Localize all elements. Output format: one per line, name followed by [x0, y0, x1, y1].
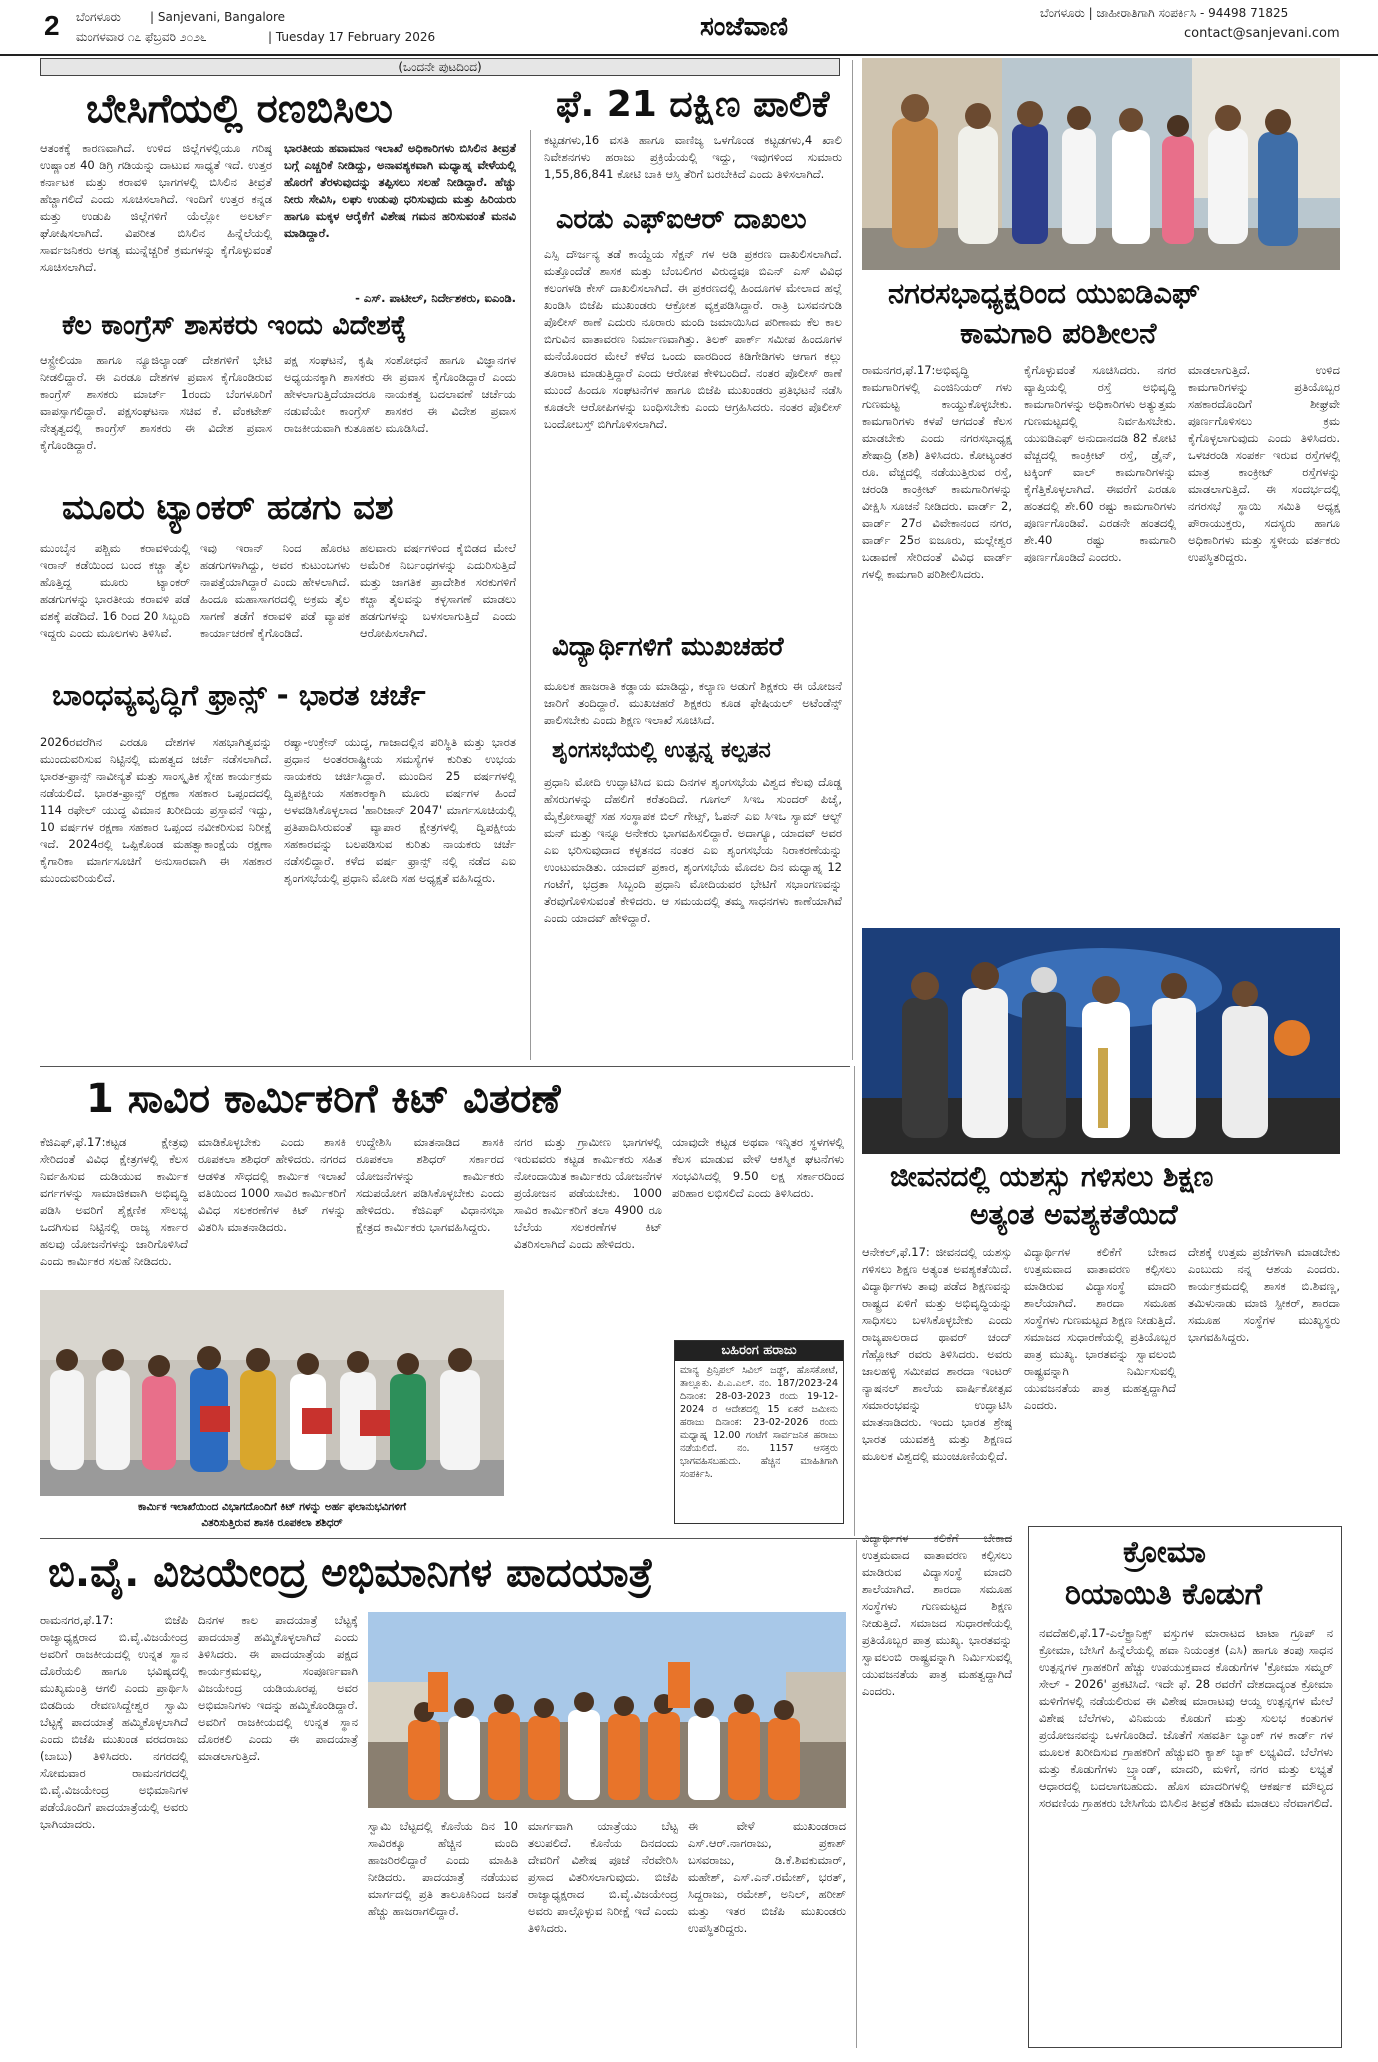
headline-kroma-line2: ರಿಯಾಯಿತಿ ಕೊಡುಗೆ: [1065, 1577, 1263, 1612]
headline-kits: 1 ಸಾವಿರ ಕಾರ್ಮಿಕರಿಗೆ ಕಿಟ್ ವಿತರಣೆ: [86, 1076, 561, 1122]
heat-quote-byline: - ಎಸ್. ಪಾಟೀಲ್, ನಿರ್ದೇಶಕರು, ಐಎಂಡಿ.: [355, 291, 516, 305]
education-col1: ಆನೇಕಲ್,ಫೆ.17: ಜೀವನದಲ್ಲಿ ಯಶಸ್ಸು ಗಳಿಸಲು ಶಿಕ್ಷಣ ಅತ್ಯಂತ ಅವಶ್ಯಕತೆಯಿದೆ. ವಿದ್ಯಾರ್ಥಿಗಳು ತಾವು ಪಡೆದ ಶಿಕ್ಷಣವನ್ನು ರಾಷ್ಟ್ರದ ಏಳಿಗೆ ಮತ್ತು ಅಭಿವೃದ್ಧಿಯನ್ನು ಸಾಧಿಸಲು ಬಳಸಿಕೊಳ್ಳಬೇಕು ಎಂದು ರಾಜ್ಯಪಾಲರಾದ ಥಾವರ್ ಚಂದ್ ಗೆಹ್ಲೋಟ್ ರವರು ತಿಳಿಸಿದರು. ಅವರು ಜಾಲಹಳ್ಳಿ ಸಮೀಪದ ಶಾರದಾ ಇಂಟರ್ ನ್ಯಾಷನಲ್ ಶಾಲೆಯ ವಾರ್ಷಿಕೋತ್ಸವ ಸಮಾರಂಭವನ್ನು ಉದ್ಘಾಟಿಸಿ ಮಾತನಾಡಿದರು. ಇಂದು ಭಾರತ ಶ್ರೇಷ್ಠ ಭಾರತ ಯುವಶಕ್ತಿ ಮತ್ತು ಶಿಕ್ಷಣದ ಮೂಲಕ ವಿಶ್ವದಲ್ಲಿ ಮುಂಚೂಣಿಯಲ್ಲಿದೆ.: [862, 1245, 1012, 1463]
masthead: [0, 0, 1378, 56]
headline-tanker: ಮೂರು ಟ್ಯಾಂಕರ್ ಹಡಗು ವಶ: [62, 488, 394, 528]
padayatre-col3: ಸ್ವಾಮಿ ಬೆಟ್ಟದಲ್ಲಿ ಕೊನೆಯ ದಿನ 10 ಸಾವಿರಕ್ಕೂ ಹೆಚ್ಚಿನ ಮಂದಿ ಹಾಜರಿರಲಿದ್ದಾರೆ ಎಂದು ಮಾಹಿತಿ ನೀಡಿದರು. ಪಾದಯಾತ್ರೆ ನಡೆಯುವ ಮಾರ್ಗದಲ್ಲಿ ಪ್ರತಿ ತಾಲೂಕಿನಿಂದ ಜನತೆ ಹೆಚ್ಚು ಹಾಜರಾಗಲಿದ್ದಾರೆ.: [368, 1819, 518, 1918]
nagarasabha-col2: ಕೈಗೊಳ್ಳುವಂತೆ ಸೂಚಿಸಿದರು. ನಗರ ವ್ಯಾಪ್ತಿಯಲ್ಲಿ ರಸ್ತೆ ಅಭಿವೃದ್ಧಿ ಕಾಮಗಾರಿಗಳನ್ನು ಅಧಿಕಾರಿಗಳು ಅತ್ಯುತ್ತಮ ಗುಣಮಟ್ಟದಲ್ಲಿ ನಿರ್ವಹಿಸಬೇಕು. ಯುಐಡಿಎಫ್ ಅನುದಾನದಡಿ 82 ಕೋಟಿ ವೆಚ್ಚದಲ್ಲಿ ಕಾಂಕ್ರೀಟ್ ರಸ್ತೆ, ಡ್ರೈನ್, ಟಕ್ಕಿಂಗ್ ವಾಲ್ ಕಾಮಗಾರಿಗಳನ್ನು ಕೈಗೆತ್ತಿಕೊಳ್ಳಲಾಗಿದೆ. ಈವರೆಗೆ ಎರಡೂ ಹಂತದಲ್ಲಿ ಶೇ.60 ರಷ್ಟು ಕಾಮಗಾರಿಗಳು ಪೂರ್ಣಗೊಂಡಿವೆ. ಎರಡನೇ ಹಂತದಲ್ಲಿ ಶೇ.40 ರಷ್ಟು ಕಾಮಗಾರಿ ಪೂರ್ಣಗೊಂಡಿದೆ ಎಂದರು.: [1024, 363, 1176, 564]
photo-education-illustration: [862, 928, 1340, 1154]
students-body: ಮೂಲಕ ಹಾಜರಾತಿ ಕಡ್ಡಾಯ ಮಾಡಿದ್ದು, ಕಲ್ಯಾಣ ಅಡುಗೆ ಶಿಕ್ಷಕರು ಈ ಯೋಜನೆ ಜಾರಿಗೆ ತಂದಿದ್ದಾರೆ. ಮುಖಚಹರೆ ಶಿಕ್ಷಕರು ಕೂಡ ಫೇಷಿಯಲ್ ಅಟೆಂಡೆನ್ಸ್ ಪಾಲಿಸಬೇಕು ಎಂದು ಶಿಕ್ಷಣ ಇಲಾಖೆ ಸೂಚಿಸಿದೆ.: [544, 679, 842, 727]
kits-col3: ಉದ್ದೇಶಿಸಿ ಮಾತನಾಡಿದ ಶಾಸಕಿ ರೂಪಕಲಾ ಶಶಿಧರ್ ಸರ್ಕಾರದ ಯೋಜನೆಗಳನ್ನು ಕಾರ್ಮಿಕರು ಸದುಪಯೋಗ ಪಡಿಸಿಕೊಳ್ಳಬೇಕು ಎಂದು ಹೇಳಿದರು. ಕೆಜಿಎಫ್ ವಿಧಾನಸಭಾ ಕ್ಷೇತ್ರದ ಕಾರ್ಮಿಕರು ಭಾಗವಹಿಸಿದ್ದರು.: [356, 1135, 504, 1234]
education-col3: ದೇಶಕ್ಕೆ ಉತ್ತಮ ಪ್ರಜೆಗಳಾಗಿ ಮಾಡಬೇಕು ಎಂಬುದು ನನ್ನ ಆಶಯ ಎಂದರು. ಕಾರ್ಯಕ್ರಮದಲ್ಲಿ ಶಾಸಕ ಬಿ.ಶಿವಣ್ಣ, ತಮಿಳುನಾಡು ಮಾಜಿ ಸ್ಪೀಕರ್, ಶಾರದಾ ಸಮೂಹ ಸಂಸ್ಥೆಗಳ ಮುಖ್ಯಸ್ಥರು ಭಾಗವಹಿಸಿದ್ದರು.: [1188, 1245, 1340, 1344]
kits-col5: ಯಾವುದೇ ಕಟ್ಟಡ ಅಥವಾ ಇನ್ನಿತರ ಸ್ಥಳಗಳಲ್ಲಿ ಕೆಲಸ ಮಾಡುವ ವೇಳೆ ಆಕಸ್ಮಿಕ ಘಟನೆಗಳು ಸಂಭವಿಸಿದಲ್ಲಿ 9.50 ಲಕ್ಷ ಸರ್ಕಾರದಿಂದ ಪರಿಹಾರ ಲಭಿಸಲಿದೆ ಎಂದು ತಿಳಿಸಿದರು.: [672, 1135, 844, 1200]
france-col2: ರಷ್ಯಾ-ಉಕ್ರೇನ್ ಯುದ್ಧ, ಗಾಜಾದಲ್ಲಿನ ಪರಿಸ್ಥಿತಿ ಮತ್ತು ಭಾರತ ಪ್ರಧಾನ ಅಂತರರಾಷ್ಟ್ರೀಯ ಸಮಸ್ಯೆಗಳ ಕುರಿತು ಉಭಯ ನಾಯಕರು ಚರ್ಚಿಸಿದ್ದಾರೆ. ಮುಂದಿನ 25 ವರ್ಷಗಳಲ್ಲಿ ದ್ವಿಪಕ್ಷೀಯ ಸಹಕಾರಕ್ಕಾಗಿ ಮೂರು ವರ್ಷಗಳ ಹಿಂದೆ ಅಳವಡಿಸಿಕೊಳ್ಳಲಾದ 'ಹಾರಿಜಾನ್ 2047' ಮಾರ್ಗಸೂಚಿಯಲ್ಲಿ ಪ್ರತಿಪಾದಿಸಿರುವಂತೆ ವ್ಯಾಪಾರ ಕ್ಷೇತ್ರಗಳಲ್ಲಿ ದ್ವಿಪಕ್ಷೀಯ ಸಹಕಾರವನ್ನು ಬಲಪಡಿಸುವ ಕುರಿತು ನಾಯಕರು ಚರ್ಚೆ ನಡೆಸಲಿದ್ದಾರೆ. ಕಳೆದ ವರ್ಷ ಫ್ರಾನ್ಸ್ ನಲ್ಲಿ ನಡೆದ ಎಐ ಶೃಂಗಸಭೆಯಲ್ಲಿ ಪ್ರಧಾನಿ ಮೋದಿ ಸಹ ಅಧ್ಯಕ್ಷತೆ ವಹಿಸಿದ್ದರು.: [284, 735, 516, 885]
padayatre-col5: ಈ ವೇಳೆ ಮುಖಂಡರಾದ ಎಸ್.ಆರ್.ನಾಗರಾಜು, ಪ್ರಕಾಶ್ ಬಸವರಾಜು, ಡಿ.ಕೆ.ಶಿವಕುಮಾರ್, ಮಹೇಶ್, ಎಸ್.ಎನ್.ರಮೇಶ್, ಭರತ್, ಸಿದ್ದರಾಜು, ರಮೇಶ್, ಅನಿಲ್, ಹರೀಶ್ ಮತ್ತು ಇತರ ಬಿಜೆಪಿ ಮುಖಂಡರು ಉಪಸ್ಥಿತರಿದ್ದರು.: [688, 1819, 846, 1935]
photo-kits-illustration: [40, 1290, 504, 1496]
kits-caption-line1: ಕಾರ್ಮಿಕ ಇಲಾಖೆಯಿಂದ ವಿಭಾಗದೊಂದಿಗೆ ಕಿಟ್ ಗಳನ್ನು ಅರ್ಹ ಫಲಾನುಭವಿಗಳಿಗೆ: [137, 1501, 407, 1513]
header-edition: | Sanjevani, Bangalore: [150, 10, 286, 24]
kroma-body: ನವದೆಹಲಿ,ಫೆ.17-ಎಲೆಕ್ಟ್ರಾನಿಕ್ಸ್ ವಸ್ತುಗಳ ಮಾರಾಟದ ಟಾಟಾ ಗ್ರೂಪ್ ನ ಕ್ರೋಮಾ, ಬೇಸಿಗೆ ಹಿನ್ನೆಲೆಯಲ್ಲಿ ಹವಾ ನಿಯಂತ್ರಕ (ಎಸಿ) ಹಾಗೂ ತಂಪು ಸಾಧನ ಉತ್ಪನ್ನಗಳ ಗ್ರಾಹಕರಿಗೆ ಹೆಚ್ಚು ಉಪಯುಕ್ತವಾದ ಕೊಡುಗೆಗಳ 'ಕ್ರೋಮಾ ಸಮ್ಮರ್ ಸೇಲ್ - 2026' ಪ್ರಕಟಿಸಿದೆ. ಇದೇ ಫೆ. 28 ರವರೆಗೆ ದೇಶದಾದ್ಯಂತ ಕ್ರೋಮಾ ಮಳಿಗೆಗಳಲ್ಲಿ ನಡೆಯಲಿರುವ ಈ ವಿಶೇಷ ಮಾರಾಟವು ಆಯ್ದ ಉತ್ಪನ್ನಗಳ ಮೇಲೆ ವಿಶೇಷ ಬೆಲೆಗಳು, ವಿನಿಮಯ ಕೊಡುಗೆ ಮತ್ತು ಸುಲಭ ಕಂತುಗಳ ಪ್ರಯೋಜನವನ್ನು ಒಳಗೊಂಡಿದೆ. ಜೊತೆಗೆ ಸಹವರ್ತಿ ಬ್ಯಾಂಕ್ ಗಳ ಕಾರ್ಡ್ ಗಳ ಮೂಲಕ ಖರೀದಿಸುವ ಗ್ರಾಹಕರಿಗೆ ಹೆಚ್ಚುವರಿ ಕ್ಯಾಶ್ ಬ್ಯಾಕ್ ಲಭ್ಯವಿದೆ. ಬೆಲೆಗಳು ಮತ್ತು ಕೊಡುಗೆಗಳು ಬ್ರ್ಯಾಂಡ್, ಮಾದರಿ, ಮಳಿಗೆ, ನಗರ ಮತ್ತು ಲಭ್ಯತೆ ಆಧಾರದಲ್ಲಿ ಬದಲಾಗಬಹುದು. ಹೊಸ ಮಾದರಿಗಳಲ್ಲಿ ಆಕರ್ಷಕ ಮೌಲ್ಯದ ಸರವಣಿಯ ಗ್ರಾಹಕರು ಬೇಸಿಗೆಯ ಬಿಸಿಲಿನ ತೀವ್ರತೆ ಕಡಿಮೆ ಮಾಡಲು ನೆರವಾಗಲಿದೆ.: [1039, 1626, 1333, 1810]
headline-heat: ಬೇಸಿಗೆಯಲ್ಲಿ ರಣಬಿಸಿಲು: [86, 86, 393, 132]
column-rule: [852, 60, 853, 1060]
kroma-article-box: [1028, 1526, 1342, 2048]
header-ad-contact: ಬೆಂಗಳೂರು | ಜಾಹೀರಾತಿಗಾಗಿ ಸಂಪರ್ಕಿಸಿ - 94498 71825: [1040, 6, 1289, 20]
header-email[interactable]: contact@sanjevani.com: [1184, 26, 1340, 41]
headline-padayatre: ಬಿ.ವೈ. ವಿಜಯೇಂದ್ರ ಅಭಿಮಾನಿಗಳ ಪಾದಯಾತ್ರೆ: [48, 1550, 654, 1596]
tanker-col3: ಹಲವಾರು ವರ್ಷಗಳಿಂದ ಕೈಬಿಡದ ಮೇಲೆ ಅಮೆರಿಕ ನಿರ್ಬಂಧಗಳನ್ನು ಎದುರಿಸುತ್ತಿದೆ ಮತ್ತು ಜಾಗತಿಕ ಪ್ರಾದೇಶಿಕ ಸರಕುಗಳಿಗೆ ಕಚ್ಚಾ ತೈಲವನ್ನು ಕಳ್ಳಸಾಗಣೆ ಮಾಡಲು ಹಡಗುಗಳನ್ನು ಬಳಸಲಾಗುತ್ತಿದೆ ಎಂದು ಆರೋಪಿಸಲಾಗಿದೆ.: [360, 541, 516, 640]
column-rule: [856, 1540, 857, 2048]
congress-col2: ಪಕ್ಷ ಸಂಘಟನೆ, ಕೃಷಿ ಸಂಶೋಧನೆ ಹಾಗೂ ವಿಜ್ಞಾನಗಳ ಅಧ್ಯಯನಕ್ಕಾಗಿ ಶಾಸಕರು ಈ ಪ್ರವಾಸ ಕೈಗೊಂಡಿದ್ದಾರೆ ಎಂದು ಹೇಳಲಾಗುತ್ತಿದೆಯಾದರೂ ನಾಯಕತ್ವ ಬದಲಾವಣೆ ಚರ್ಚೆಯ ನಡುವೆಯೇ ಕಾಂಗ್ರೆಸ್ ಶಾಸಕರ ಈ ವಿದೇಶ ಪ್ರವಾಸ ರಾಜಕೀಯವಾಗಿ ಕುತೂಹಲ ಮೂಡಿಸಿದೆ.: [284, 353, 516, 435]
auction-notice-ad: [674, 1340, 844, 1524]
headline-nagarasabha-line1: ನಗರಸಭಾಧ್ಯಕ್ಷರಿಂದ ಯುಐಡಿಎಫ್: [888, 276, 1200, 310]
headline-fir: ಎರಡು ಎಫ್‌ಐಆರ್ ದಾಖಲು: [556, 204, 807, 235]
kits-col4: ನಗರ ಮತ್ತು ಗ್ರಾಮೀಣ ಭಾಗಗಳಲ್ಲಿ ಇರುವವರು ಕಟ್ಟಡ ಕಾರ್ಮಿಕರು ಸಹಿತ ನೋಂದಾಯಿತ ಕಾರ್ಮಿಕರು ಯೋಜನೆಗಳ ಪ್ರಯೋಜನ ಪಡೆಯಬೇಕು. 1000 ಸಾವಿರ ಕಾರ್ಮಿಕರಿಗೆ ತಲಾ 4900 ರೂ ಬೆಲೆಯ ಸಲಕರಣೆಗಳ ಕಿಟ್ ವಿತರಿಸಲಾಗಿದೆ ಎಂದು ಹೇಳಿದರು.: [514, 1135, 662, 1251]
photo-padayatre-illustration: [368, 1612, 846, 1808]
photo-nagarasabha: [862, 58, 1340, 270]
fir-body: ಎಸ್ಸಿ ದೌರ್ಜನ್ಯ ತಡೆ ಕಾಯ್ದೆಯ ಸೆಕ್ಷನ್ ಗಳ ಅಡಿ ಪ್ರಕರಣ ದಾಖಲಿಸಲಾಗಿದೆ. ಮತ್ತೊಂದೆಡೆ ಶಾಸಕ ಮತ್ತು ಬೆಂಬಲಿಗರ ವಿರುದ್ಧವೂ ಬಿಎನ್ ಎಸ್ ವಿವಿಧ ಕಲಂಗಳಡಿ ಕೇಸ್ ದಾಖಲಿಸಲಾಗಿದೆ. ಈ ಪ್ರಕರಣದಲ್ಲಿ ಹಿಂದೂಗಳ ಮೇಲಾದ ಹಲ್ಲೆ ಖಂಡಿಸಿ ಬಿಜೆಪಿ ಮುಖಂಡರು ಆಕ್ರೋಶ ವ್ಯಕ್ತಪಡಿಸಿದ್ದಾರೆ. ರಾತ್ರಿ ಬಸವನಗುಡಿ ಪೊಲೀಸ್ ಠಾಣೆ ಎದುರು ನೂರಾರು ಮಂದಿ ಜಮಾಯಿಸಿದ ಪರಿಣಾಮ ಕೆಲ ಕಾಲ ಬಿಗುವಿನ ವಾತಾವರಣ ನಿರ್ಮಾಣವಾಗಿತ್ತು. ತಿಲಕ್ ಪಾರ್ಕ್ ಸಮೀಪ ಹಿಂದೂಗಳ ಮನೆಯೊಂದರ ಮೇಲೆ ಕಳೆದ ಒಂದು ವಾರದಿಂದ ಕಿಡಿಗೇಡಿಗಳು ಆಗಾಗ ಕಲ್ಲು ತೂರಾಟ ಮಾಡುತ್ತಿದ್ದಾರೆ ಎಂದು ಆರೋಪ ಕೇಳಿಬಂದಿದೆ. ನಂತರ ಪೊಲೀಸ್ ಠಾಣೆ ಮುಂದೆ ಹಿಂದೂ ಸಂಘಟನೆಗಳ ಹಾಗೂ ಬಿಜೆಪಿ ಮುಖಂಡರು ಪ್ರತಿಭಟನೆ ನಡೆಸಿ ಕೂಡಲೇ ಆರೋಪಿಗಳನ್ನು ಬಂಧಿಸಬೇಕು ಎಂದು ಆಗ್ರಹಿಸಿದರು. ನಂತರ ಪೊಲೀಸ್ ಬಂದೋಬಸ್ತ್ ಬಿಗಿಗೊಳಿಸಲಾಗಿದೆ.: [544, 247, 842, 431]
kits-col1: ಕೆಜಿಎಫ್,ಫೆ.17:ಕಟ್ಟಡ ಕ್ಷೇತ್ರವು ಸೇರಿದಂತೆ ವಿವಿಧ ಕ್ಷೇತ್ರಗಳಲ್ಲಿ ಕೆಲಸ ನಿರ್ವಹಿಸುವ ದುಡಿಯುವ ಕಾರ್ಮಿಕ ವರ್ಗಗಳನ್ನು ಸಾಮಾಜಿಕವಾಗಿ ಅಭಿವೃದ್ಧಿ ಪಡಿಸಿ ಅವರಿಗೆ ಶೈಕ್ಷಣಿಕ ಸೌಲಭ್ಯ ಒದಗಿಸುವ ನಿಟ್ಟಿನಲ್ಲಿ ರಾಜ್ಯ ಸರ್ಕಾರ ಹಲವು ಯೋಜನೆಗಳನ್ನು ಜಾರಿಗೊಳಿಸಿದೆ ಎಂದು ಕಾರ್ಮಿಕರ ಸಲಹೆ ನೀಡಿದರು.: [40, 1135, 188, 1268]
photo-nagarasabha-illustration: [862, 58, 1340, 270]
headline-france: ಬಾಂಧವ್ಯವೃದ್ಧಿಗೆ ಫ್ರಾನ್ಸ್ - ಭಾರತ ಚರ್ಚೆ: [52, 678, 426, 712]
headline-education-line1: ಜೀವನದಲ್ಲಿ ಯಶಸ್ಸು ಗಳಿಸಲು ಶಿಕ್ಷಣ: [890, 1160, 1214, 1193]
padayatre-col4: ಮಾರ್ಗವಾಗಿ ಯಾತ್ರೆಯು ಬೆಟ್ಟ ತಲುಪಲಿದೆ. ಕೊನೆಯ ದಿನದಂದು ದೇವರಿಗೆ ವಿಶೇಷ ಪೂಜೆ ನೆರವೇರಿಸಿ ಪ್ರಸಾದ ವಿತರಿಸಲಾಗುವುದು. ಬಿಜೆಪಿ ರಾಜ್ಯಾಧ್ಯಕ್ಷರಾದ ಬಿ.ವೈ.ವಿಜಯೇಂದ್ರ ಅವರು ಪಾಲ್ಗೊಳ್ಳುವ ನಿರೀಕ್ಷೆ ಇದೆ ಎಂದು ತಿಳಿಸಿದರು.: [528, 1819, 678, 1935]
continued-label: (ಒಂದನೇ ಪುಟದಿಂದ): [40, 58, 840, 76]
nagarasabha-col1: ರಾಮನಗರ,ಫೆ.17:ಅಭಿವೃದ್ಧಿ ಕಾಮಗಾರಿಗಳಲ್ಲಿ ಎಂಜಿನಿಯರ್ ಗಳು ಗುಣಮಟ್ಟ ಕಾಯ್ದುಕೊಳ್ಳಬೇಕು. ಕಾಮಗಾರಿಗಳು ಕಳಪೆ ಆಗದಂತೆ ಕೆಲಸ ಮಾಡಬೇಕು ಎಂದು ನಗರಸಭಾಧ್ಯಕ್ಷ ಶೇಷಾದ್ರಿ (ಶಶಿ) ತಿಳಿಸಿದರು. ಕೋಟ್ಯಂತರ ರೂ. ವೆಚ್ಚದಲ್ಲಿ ನಡೆಯುತ್ತಿರುವ ರಸ್ತೆ, ಚರಂಡಿ ಕಾಂಕ್ರೀಟ್ ಕಾಮಗಾರಿಗಳನ್ನು ವೀಕ್ಷಿಸಿ ಸೂಚನೆ ನೀಡಿದರು. ವಾರ್ಡ್ 2, ವಾರ್ಡ್ 27ರ ವಿವೇಕಾನಂದ ನಗರ, ವಾರ್ಡ್ 25ರ ಐಜೂರು, ಮಲ್ಲೇಶ್ವರ ಬಡಾವಣೆ ಸೇರಿದಂತೆ ವಿವಿಧ ವಾರ್ಡ್ ಗಳಲ್ಲಿ ಕಾಮಗಾರಿ ಪರಿಶೀಲಿಸಿದರು.: [862, 363, 1012, 581]
section-rule: [40, 1066, 850, 1067]
headline-congress: ಕೆಲ ಕಾಂಗ್ರೆಸ್ ಶಾಸಕರು ಇಂದು ವಿದೇಶಕ್ಕೆ: [62, 310, 407, 341]
summit-body: ಪ್ರಧಾನಿ ಮೋದಿ ಉದ್ಘಾಟಿಸಿದ ಐದು ದಿನಗಳ ಶೃಂಗಸಭೆಯ ವಿಶ್ವದ ಕೆಲವು ದೊಡ್ಡ ಹೆಸರುಗಳನ್ನು ದೆಹಲಿಗೆ ಕರೆತಂದಿದೆ. ಗೂಗಲ್ ಸಿಇಒ ಸುಂದರ್ ಪಿಚೈ, ಮೈಕ್ರೋಸಾಫ್ಟ್ ಸಹ ಸಂಸ್ಥಾಪಕ ಬಿಲ್ ಗೇಟ್ಸ್, ಓಪನ್ ಎಐ ಸಿಇಒ ಸ್ಯಾಮ್ ಆಲ್ಟ್ ಮನ್ ಮತ್ತು ಇನ್ನೂ ಅನೇಕರು ಭಾಗವಹಿಸಲಿದ್ದಾರೆ. ಅದಾಗ್ಯೂ, ಯಾದವ್ ಅವರ ಎಐ ಭರಿಸುವುದಾದ ಕಳ್ಳತನದ ನಂತರ ಎಐ ಶೃಂಗಸಭೆಯ ನಿರಾಕರಣೆಯನ್ನು ಉಂಟುಮಾಡಿತು. ಯಾದವ್ ಪ್ರಕಾರ, ಶೃಂಗಸಭೆಯ ಮೊದಲ ದಿನ ಮಧ್ಯಾಹ್ನ 12 ಗಂಟೆಗೆ, ಭದ್ರತಾ ಸಿಬ್ಬಂದಿ ಪ್ರಧಾನಿ ಮೋದಿಯವರ ಭೇಟಿಗೆ ಸಭಾಂಗಣವನ್ನು ತೆರವುಗೊಳಿಸುವಂತೆ ಕೇಳಿದರು. ಆ ಸಮಯದಲ್ಲಿ ತಮ್ಮ ಸಾಧನಗಳು ಕಾಣೆಯಾಗಿವೆ ಎಂದು ಯಾದವ್ ಹೇಳಿದ್ದಾರೆ.: [544, 775, 842, 925]
header-date-english: | Tuesday 17 February 2026: [268, 30, 436, 44]
headline-kroma-line1: ಕ್ರೋಮಾ: [1123, 1535, 1206, 1570]
headline-palike: ಫೆ. 21 ದಕ್ಷಿಣ ಪಾಲಿಕೆ: [556, 84, 830, 125]
education-continuation: [862, 1530, 1012, 2048]
headline-nagarasabha-line2: ಕಾಮಗಾರಿ ಪರಿಶೀಲನೆ: [960, 316, 1157, 350]
logo-text: ಸಂಜೆವಾಣಿ: [699, 12, 789, 42]
newspaper-logo: [664, 12, 824, 48]
headline-education-line2: ಅತ್ಯಂತ ಅವಶ್ಯಕತೆಯಿದೆ: [970, 1198, 1178, 1231]
photo-padayatre: [368, 1612, 846, 1808]
tanker-col1: ಮುಂಬೈನ ಪಶ್ಚಿಮ ಕರಾವಳಿಯಲ್ಲಿ ಇರಾನ್ ಕಡೆಯಿಂದ ಬಂದ ಕಚ್ಚಾ ತೈಲ ಹೊತ್ತಿದ್ದ ಮೂರು ಟ್ಯಾಂಕರ್ ಹಡಗುಗಳನ್ನು ಭಾರತೀಯ ಕರಾವಳಿ ಪಡೆ ವಶಕ್ಕೆ ಪಡೆದಿದೆ. 16 ರಿಂದ 20 ಸಿಬ್ಬಂದಿ ಇದ್ದರು ಎಂದು ಮೂಲಗಳು ತಿಳಿಸಿವೆ.: [40, 541, 190, 640]
page-number: 2: [44, 10, 60, 41]
column-rule: [854, 1066, 855, 1536]
heat-col2: ಭಾರತೀಯ ಹವಾಮಾನ ಇಲಾಖೆ ಅಧಿಕಾರಿಗಳು ಬಿಸಿಲಿನ ತೀವ್ರತೆ ಬಗ್ಗೆ ಎಚ್ಚರಿಕೆ ನೀಡಿದ್ದು, ಅನಾವಶ್ಯಕವಾಗಿ ಮಧ್ಯಾಹ್ನ ವೇಳೆಯಲ್ಲಿ ಹೊರಗೆ ತೆರಳುವುದನ್ನು ತಪ್ಪಿಸಲು ಸಲಹೆ ನೀಡಿದ್ದಾರೆ. ಹೆಚ್ಚು ನೀರು ಸೇವಿಸಿ, ಲಘು ಉಡುಪು ಧರಿಸುವುದು ಮತ್ತು ಹಿರಿಯರು ಹಾಗೂ ಮಕ್ಕಳ ಆರೈಕೆಗೆ ವಿಶೇಷ ಗಮನ ಹರಿಸುವಂತೆ ಮನವಿ ಮಾಡಿದ್ದಾರೆ.: [284, 141, 516, 240]
nagarasabha-col3: ಮಾಡಲಾಗುತ್ತಿದೆ. ಉಳಿದ ಕಾಮಗಾರಿಗಳನ್ನು ಪ್ರತಿಯೊಬ್ಬರ ಸಹಕಾರದೊಂದಿಗೆ ಶೀಘ್ರವೇ ಪೂರ್ಣಗೊಳಿಸಲು ಕ್ರಮ ಕೈಗೊಳ್ಳಲಾಗುವುದು ಎಂದು ತಿಳಿಸಿದರು. ಒಳಚರಂಡಿ ಸಂಪರ್ಕ ಇರುವ ರಸ್ತೆಗಳಲ್ಲಿ ಮಾತ್ರ ಕಾಂಕ್ರೀಟ್ ರಸ್ತೆಗಳನ್ನು ಮಾಡಲಾಗುತ್ತಿದೆ. ಈ ಸಂದರ್ಭದಲ್ಲಿ ನಗರಸಭೆ ಸ್ಥಾಯಿ ಸಮಿತಿ ಅಧ್ಯಕ್ಷ ಪೌರಾಯುಕ್ತರು, ಸದಸ್ಯರು ಹಾಗೂ ಅಧಿಕಾರಿಗಳು ಮತ್ತು ಸ್ಥಳೀಯ ವರ್ತಕರು ಉಪಸ್ಥಿತರಿದ್ದರು.: [1188, 363, 1340, 564]
header-date-kannada: ಮಂಗಳವಾರ ೧೭ ಫೆಬ್ರವರಿ ೨೦೨೬: [76, 30, 207, 44]
education-continuation-text: ವಿದ್ಯಾರ್ಥಿಗಳ ಕಲಿಕೆಗೆ ಬೇಕಾದ ಉತ್ತಮವಾದ ವಾತಾವರಣ ಕಲ್ಪಿಸಲು ಮಾಡಿರುವ ವಿದ್ಯಾಸಂಸ್ಥೆ ಮಾದರಿ ಶಾಲೆಯಾಗಿದೆ. ಶಾರದಾ ಸಮೂಹ ಸಂಸ್ಥೆಗಳು ಗುಣಮಟ್ಟದ ಶಿಕ್ಷಣ ನೀಡುತ್ತಿದೆ. ಸಮಾಜದ ಸುಧಾರಣೆಯಲ್ಲಿ ಪ್ರತಿಯೊಬ್ಬರ ಪಾತ್ರ ಮುಖ್ಯ. ಭಾರತವನ್ನು ಸ್ವಾವಲಂಬಿ ರಾಷ್ಟ್ರವನ್ನಾಗಿ ನಿರ್ಮಿಸುವಲ್ಲಿ ಯುವಜನತೆಯ ಪಾತ್ರ ಮಹತ್ವದ್ದಾಗಿದೆ ಎಂದರು.: [862, 1531, 1012, 1698]
headline-summit: ಶೃಂಗಸಭೆಯಲ್ಲಿ ಉತ್ಪನ್ನ ಕಲ್ಪತನ: [552, 738, 771, 763]
photo-kit-distribution: [40, 1290, 504, 1496]
kits-col2: ಮಾಡಿಕೊಳ್ಳಬೇಕು ಎಂದು ಶಾಸಕಿ ರೂಪಕಲಾ ಶಶಿಧರ್ ಹೇಳಿದರು. ನಗರದ ಆಡಳಿತ ಸೌಧದಲ್ಲಿ ಕಾರ್ಮಿಕ ಇಲಾಖೆ ವತಿಯಿಂದ 1000 ಸಾವಿರ ಕಾರ್ಮಿಕರಿಗೆ ವಿವಿಧ ಸಲಕರಣೆಗಳ ಕಿಟ್ ಗಳನ್ನು ವಿತರಿಸಿ ಮಾತನಾಡಿದರು.: [198, 1135, 346, 1234]
france-col1: 2026ರವರೆಗಿನ ಎರಡೂ ದೇಶಗಳ ಸಹಭಾಗಿತ್ವವನ್ನು ಮುಂದುವರಿಸುವ ನಿಟ್ಟಿನಲ್ಲಿ ಮಹತ್ವದ ಚರ್ಚೆ ನಡೆಸಲಾಗಿದೆ. ಭಾರತ-ಫ್ರಾನ್ಸ್ ನಾವೀನ್ಯತೆ ಮತ್ತು ಸಾಂಸ್ಕೃತಿಕ ಸ್ನೇಹ ಕಾರ್ಯಕ್ರಮ ನಡೆಯಲಿದೆ. ಭಾರತ-ಫ್ರಾನ್ಸ್ ರಕ್ಷಣಾ ಸಹಕಾರ ಒಪ್ಪಂದದಲ್ಲಿ 114 ರಫೇಲ್ ಯುದ್ಧ ವಿಮಾನ ಖರೀದಿಯ ಪ್ರಸ್ತಾವನೆ ಇದ್ದು, 10 ವರ್ಷಗಳ ರಕ್ಷಣಾ ಸಹಕಾರ ಒಪ್ಪಂದ ನವೀಕರಿಸುವ ನಿರೀಕ್ಷೆ ಇದೆ. 2024ರಲ್ಲಿ ಒಪ್ಪಿಕೊಂಡ ಮಹತ್ವಾಕಾಂಕ್ಷೆಯ ರಕ್ಷಣಾ ಕೈಗಾರಿಕಾ ಮಾರ್ಗಸೂಚಿಗೆ ಅನುಸಾರವಾಗಿ ಈ ಸಹಕಾರ ಮುಂದುವರಿಯಲಿದೆ.: [40, 735, 272, 885]
auction-notice-title: ಬಹಿರಂಗ ಹರಾಜು: [675, 1341, 843, 1361]
kits-caption-line2: ವಿತರಿಸುತ್ತಿರುವ ಶಾಸಕಿ ರೂಪಕಲಾ ಶಶಿಧರ್: [201, 1517, 343, 1529]
palike-body: ಕಟ್ಟಡಗಳು,16 ವಸತಿ ಹಾಗೂ ವಾಣಿಜ್ಯ ಒಳಗೊಂಡ ಕಟ್ಟಡಗಳು,4 ಖಾಲಿ ನಿವೇಶನಗಳು ಹರಾಜು ಪ್ರಕ್ರಿಯೆಯಲ್ಲಿ ಇದ್ದು, ಇವುಗಳಿಂದ ಸುಮಾರು 1,55,86,841 ಕೋಟಿ ಬಾಕಿ ಆಸ್ತಿ ತೆರಿಗೆ ಬರಬೇಕಿದೆ ಎಂದು ತಿಳಿಸಲಾಗಿದೆ.: [544, 133, 842, 181]
column-rule: [530, 130, 531, 1060]
heat-col1: ಆತಂಕಕ್ಕೆ ಕಾರಣವಾಗಿದೆ. ಉಳಿದ ಜಿಲ್ಲೆಗಳಲ್ಲಿಯೂ ಗರಿಷ್ಠ ಉಷ್ಣಾಂಶ 40 ಡಿಗ್ರಿ ಗಡಿಯನ್ನು ದಾಟುವ ಸಾಧ್ಯತೆ ಇದೆ. ಉತ್ತರ ಕರ್ನಾಟಕ ಮತ್ತು ಕರಾವಳಿ ಭಾಗಗಳಲ್ಲಿ ಬಿಸಿಲಿನ ತೀವ್ರತೆ ಹೆಚ್ಚಾಗಲಿದೆ ಎಂದು ಸೂಚಿಸಲಾಗಿದೆ. ಇಂದಿಗೆ ಉತ್ತರ ಕನ್ನಡ ಮತ್ತು ಉಡುಪಿ ಜಿಲ್ಲೆಗಳಿಗೆ ಯೆಲ್ಲೋ ಅಲರ್ಟ್ ಘೋಷಿಸಲಾಗಿದೆ. ವಿಪರೀತ ಬಿಸಿಲಿನ ಹಿನ್ನೆಲೆಯಲ್ಲಿ ಸಾರ್ವಜನಿಕರು ಅಗತ್ಯ ಮುನ್ನೆಚ್ಚರಿಕೆ ಕ್ರಮಗಳನ್ನು ಕೈಗೊಳ್ಳುವಂತೆ ಸೂಚಿಸಲಾಗಿದೆ.: [40, 141, 272, 274]
headline-students: ವಿದ್ಯಾರ್ಥಿಗಳಿಗೆ ಮುಖಚಹರೆ: [552, 632, 784, 662]
photo-education-event: [862, 928, 1340, 1154]
congress-col1: ಆಸ್ಟ್ರೇಲಿಯಾ ಹಾಗೂ ನ್ಯೂಜಿಲ್ಯಾಂಡ್ ದೇಶಗಳಿಗೆ ಭೇಟಿ ನೀಡಲಿದ್ದಾರೆ. ಈ ಎರಡೂ ದೇಶಗಳ ಪ್ರವಾಸ ಕೈಗೊಂಡಿರುವ ಕಾಂಗ್ರೆಸ್ ಶಾಸಕರು ಮಾರ್ಚ್ 1ರಂದು ಬೆಂಗಳೂರಿಗೆ ವಾಪಸ್ಸಾಗಲಿದ್ದಾರೆ. ಪಕ್ಷಸಂಘಟನಾ ಸಚಿವ ಕೆ. ವೆಂಕಟೇಶ್ ನೇತೃತ್ವದಲ್ಲಿ ಕಾಂಗ್ರೆಸ್ ಶಾಸಕರು ಈ ವಿದೇಶ ಪ್ರವಾಸ ಕೈಗೊಂಡಿದ್ದಾರೆ.: [40, 353, 272, 452]
header-city: ಬೆಂಗಳೂರು: [76, 10, 121, 24]
education-col2: ವಿದ್ಯಾರ್ಥಿಗಳ ಕಲಿಕೆಗೆ ಬೇಕಾದ ಉತ್ತಮವಾದ ವಾತಾವರಣ ಕಲ್ಪಿಸಲು ಮಾಡಿರುವ ವಿದ್ಯಾಸಂಸ್ಥೆ ಮಾದರಿ ಶಾಲೆಯಾಗಿದೆ. ಶಾರದಾ ಸಮೂಹ ಸಂಸ್ಥೆಗಳು ಗುಣಮಟ್ಟದ ಶಿಕ್ಷಣ ನೀಡುತ್ತಿದೆ. ಸಮಾಜದ ಸುಧಾರಣೆಯಲ್ಲಿ ಪ್ರತಿಯೊಬ್ಬರ ಪಾತ್ರ ಮುಖ್ಯ. ಭಾರತವನ್ನು ಸ್ವಾವಲಂಬಿ ರಾಷ್ಟ್ರವನ್ನಾಗಿ ನಿರ್ಮಿಸುವಲ್ಲಿ ಯುವಜನತೆಯ ಪಾತ್ರ ಮಹತ್ವದ್ದಾಗಿದೆ ಎಂದರು.: [1024, 1245, 1176, 1412]
padayatre-col1: ರಾಮನಗರ,ಫೆ.17: ಬಿಜೆಪಿ ರಾಜ್ಯಾಧ್ಯಕ್ಷರಾದ ಬಿ.ವೈ.ವಿಜಯೇಂದ್ರ ಅವರಿಗೆ ರಾಜಕೀಯದಲ್ಲಿ ಉನ್ನತ ಸ್ಥಾನ ದೊರೆಯಲಿ ಹಾಗೂ ಭವಿಷ್ಯದಲ್ಲಿ ಮುಖ್ಯಮಂತ್ರಿ ಆಗಲಿ ಎಂದು ಪ್ರಾರ್ಥಿಸಿ ಬಿಡದಿಯ ರೇವಣಸಿದ್ದೇಶ್ವರ ಸ್ವಾಮಿ ಬೆಟ್ಟಕ್ಕೆ ಪಾದಯಾತ್ರೆ ಹಮ್ಮಿಕೊಳ್ಳಲಾಗಿದೆ ಎಂದು ಬಿಜೆಪಿ ಮುಖಂಡ ವರದರಾಜು (ಬಾಬು) ತಿಳಿಸಿದರು. ನಗರದಲ್ಲಿ ಸೋಮವಾರ ರಾಮನಗರದಲ್ಲಿ ಬಿ.ವೈ.ವಿಜಯೇಂದ್ರ ಅಭಿಮಾನಿಗಳ ಪಡೆಯೊಂದಿಗೆ ಪಾದಯಾತ್ರೆಯಲ್ಲಿ ಅವರು ಭಾಗಿಯಾದರು.: [40, 1613, 188, 1831]
padayatre-col2: ದಿನಗಳ ಕಾಲ ಪಾದಯಾತ್ರೆ ಬೆಟ್ಟಕ್ಕೆ ಪಾದಯಾತ್ರೆ ಹಮ್ಮಿಕೊಳ್ಳಲಾಗಿದೆ ಎಂದು ತಿಳಿಸಿದರು. ಈ ಪಾದಯಾತ್ರೆಯ ಪಕ್ಷದ ಕಾರ್ಯಕ್ರಮವಲ್ಲ, ಸಂಪೂರ್ಣವಾಗಿ ವಿಜಯೇಂದ್ರ ಯಡಿಯೂರಪ್ಪ ಅವರ ಅಭಿಮಾನಿಗಳು ಇದನ್ನು ಹಮ್ಮಿಕೊಂಡಿದ್ದಾರೆ. ಅವರಿಗೆ ರಾಜಕೀಯದಲ್ಲಿ ಉನ್ನತ ಸ್ಥಾನ ದೊರಕಲಿ ಎಂದು ಈ ಪಾದಯಾತ್ರೆ ಮಾಡಲಾಗುತ್ತಿದೆ.: [198, 1613, 358, 1763]
auction-notice-body: ಮಾನ್ಯ ಪ್ರಿನ್ಸಿಪಲ್ ಸಿವಿಲ್ ಜಡ್ಜ್, ಹೊಸಕೋಟೆ, ತಾಲ್ಲೂಕು. ಪಿ.ಎ.ಎಲ್. ನಂ. 187/2023-24 ದಿನಾಂಕ: 28-03-2023 ರಂದು 19-12-2024 ರ ಆದೇಶದಲ್ಲಿ 15 ಏಕರೆ ಜಮೀನು ಹರಾಜು ದಿನಾಂಕ: 23-02-2026 ರಂದು ಮಧ್ಯಾಹ್ನ 12.00 ಗಂಟೆಗೆ ಸಾರ್ವಜನಿಕ ಹರಾಜು ನಡೆಯಲಿದೆ. ನಂ. 1157 ಆಸಕ್ತರು ಭಾಗವಹಿಸಬಹುದು. ಹೆಚ್ಚಿನ ಮಾಹಿತಿಗಾಗಿ ಸಂಪರ್ಕಿಸಿ.: [680, 1365, 838, 1480]
tanker-col2: ಇವು ಇರಾನ್ ನಿಂದ ಹೊರಟ ಹಡಗುಗಳಾಗಿದ್ದು, ಅವರ ಕುಟುಂಬಗಳು ನಾಪತ್ತೆಯಾಗಿದ್ದಾರೆ ಎಂದು ಹೇಳಲಾಗಿದೆ. ಹಿಂದೂ ಮಹಾಸಾಗರದಲ್ಲಿ ಅಕ್ರಮ ತೈಲ ಸಾಗಣೆ ತಡೆಗೆ ಕರಾವಳಿ ಪಡೆ ವ್ಯಾಪಕ ಕಾರ್ಯಾಚರಣೆ ಕೈಗೊಂಡಿದೆ.: [200, 541, 350, 640]
